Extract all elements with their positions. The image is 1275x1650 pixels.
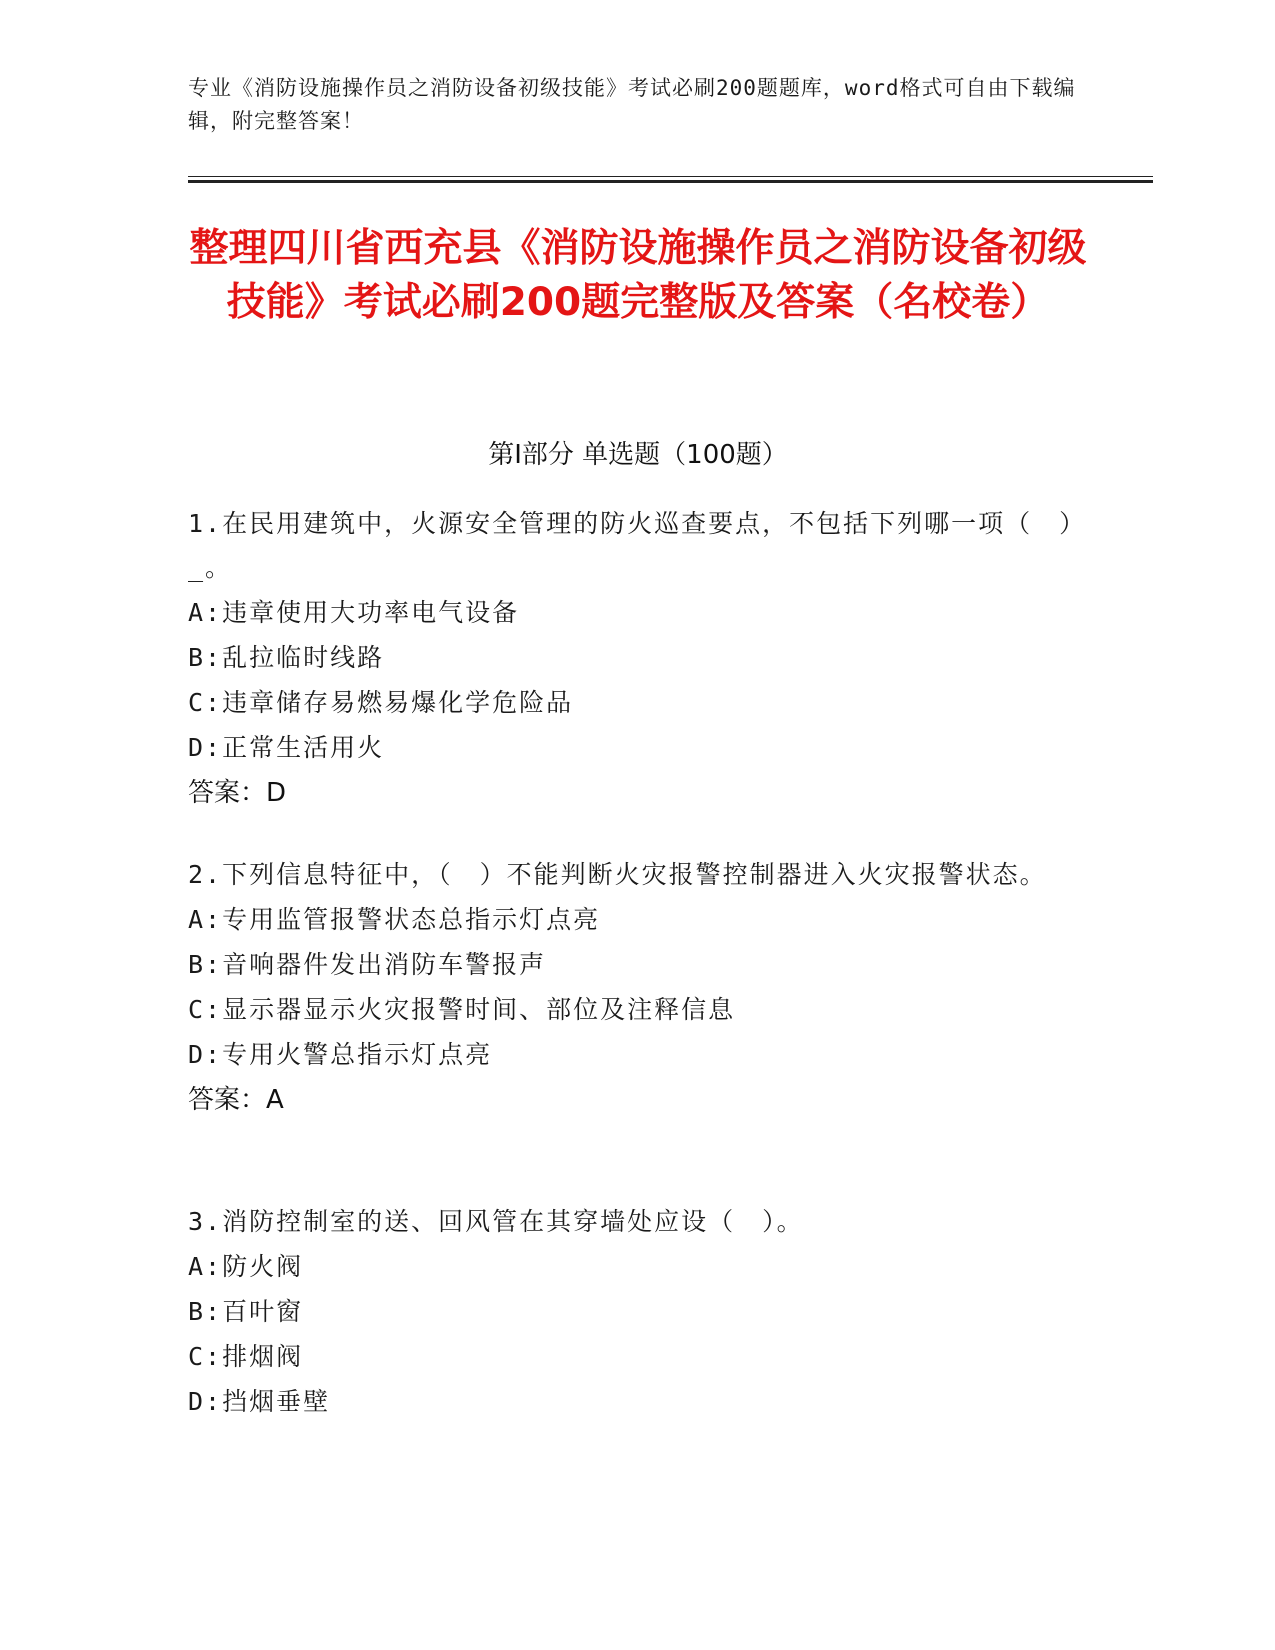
header-divider-thick <box>188 180 1153 183</box>
option-b: B:百叶窗 <box>188 1297 304 1326</box>
question-1 <box>188 502 1088 816</box>
question-3 <box>188 1200 1088 1424</box>
header-note: 专业《消防设施操作员之消防设备初级技能》考试必刷200题题库，word格式可自由下载编辑，附完整答案！ <box>188 76 1076 133</box>
option-c: C:显示器显示火灾报警时间、部位及注释信息 <box>188 995 736 1024</box>
question-stem: 1.在民用建筑中，火源安全管理的防火巡查要点，不包括下列哪一项（ ）_。 <box>188 509 1087 582</box>
question-stem: 2.下列信息特征中，（ ）不能判断火灾报警控制器进入火灾报警状态。 <box>188 860 1047 889</box>
option-b: B:乱拉临时线路 <box>188 643 385 672</box>
document-title: 整理四川省西充县《消防设施操作员之消防设备初级技能》考试必刷200题完整版及答案（名校卷） <box>189 226 1087 325</box>
option-b: B:音响器件发出消防车警报声 <box>188 950 547 979</box>
answer: 答案：A <box>188 1085 284 1115</box>
option-d: D:挡烟垂壁 <box>188 1387 331 1416</box>
option-d: D:专用火警总指示灯点亮 <box>188 1040 493 1069</box>
question-stem: 3.消防控制室的送、回风管在其穿墙处应设（ ）。 <box>188 1207 804 1236</box>
option-c: C:违章储存易燃易爆化学危险品 <box>188 688 574 717</box>
section-heading: 第Ⅰ部分 单选题（100题） <box>488 440 788 470</box>
option-a: A:防火阀 <box>188 1252 304 1281</box>
option-d: D:正常生活用火 <box>188 733 385 762</box>
answer: 答案：D <box>188 778 287 808</box>
option-a: A:专用监管报警状态总指示灯点亮 <box>188 905 601 934</box>
question-2 <box>188 853 1088 1123</box>
option-c: C:排烟阀 <box>188 1342 304 1371</box>
option-a: A:违章使用大功率电气设备 <box>188 598 520 627</box>
header-divider-thin <box>188 176 1153 177</box>
